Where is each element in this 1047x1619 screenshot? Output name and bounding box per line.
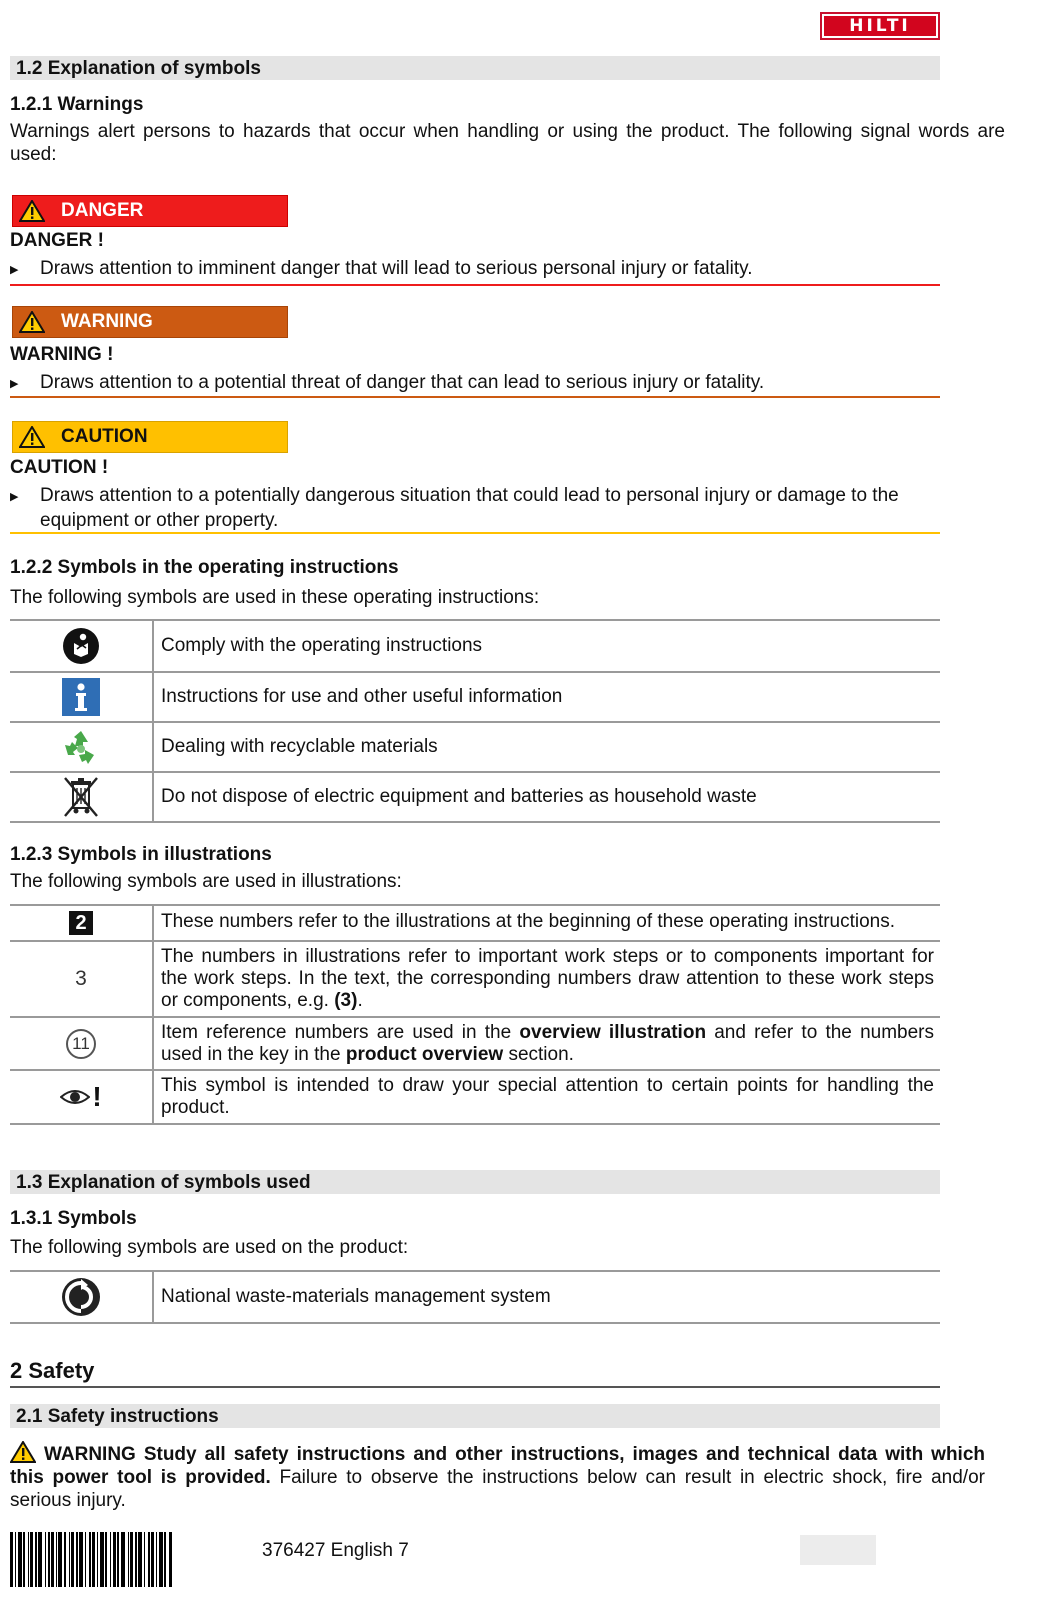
caution-badge-label: CAUTION bbox=[61, 426, 148, 447]
heading-1-2-2: 1.2.2 Symbols in the operating instructions bbox=[10, 557, 399, 578]
caution-text-line2: equipment or other property. bbox=[40, 510, 279, 531]
caution-description bbox=[10, 483, 940, 533]
item-reference-symbol bbox=[10, 1018, 154, 1069]
table-row bbox=[10, 773, 940, 823]
table-row bbox=[10, 723, 940, 773]
step-example-number: (3) bbox=[334, 990, 358, 1011]
green-dot-icon bbox=[10, 1272, 154, 1322]
table-row bbox=[10, 942, 940, 1018]
product-symbols-table bbox=[10, 1270, 940, 1324]
section-title-1-3: 1.3 Explanation of symbols used bbox=[10, 1170, 940, 1194]
brand-logo bbox=[820, 12, 940, 40]
section-title-2-1: 2.1 Safety instructions bbox=[10, 1404, 940, 1428]
table-row bbox=[10, 906, 940, 942]
footer-grey-box bbox=[800, 1535, 876, 1565]
step-text-a: The numbers in illustrations refer to important work steps or to components important for the work steps. In the text, the corresponding numbers draw attention to these work steps or components, e.g. bbox=[161, 946, 934, 1011]
danger-badge-label: DANGER bbox=[61, 200, 144, 221]
bullet-arrow-icon: ▶ bbox=[10, 378, 19, 390]
warning-badge-label: WARNING bbox=[61, 311, 153, 332]
caution-signal-word: CAUTION ! bbox=[10, 457, 109, 478]
danger-text: Draws attention to imminent danger that will lead to serious personal injury or fatality. bbox=[40, 258, 753, 279]
attention-eye-icon bbox=[10, 1071, 154, 1123]
step-number-value: 3 bbox=[75, 967, 87, 990]
safety-warning-paragraph bbox=[10, 1441, 985, 1512]
operating-symbols-table bbox=[10, 619, 940, 823]
item-ref-text-2: and refer to the numbers used in the key in the bbox=[161, 1022, 934, 1065]
illustration-number-value: 2 bbox=[69, 911, 93, 935]
warnings-intro: Warnings alert persons to hazards that occur when handling or using the product. The following signal words are used: bbox=[10, 121, 1005, 165]
warning-triangle-icon bbox=[19, 200, 45, 222]
danger-divider bbox=[10, 284, 940, 286]
caution-badge bbox=[12, 421, 288, 453]
page-footer: 376427 English 7 bbox=[262, 1540, 409, 1561]
warning-triangle-icon bbox=[10, 1441, 36, 1463]
step-text-b: . bbox=[357, 990, 363, 1011]
danger-signal-word: DANGER ! bbox=[10, 230, 104, 251]
item-ref-text-3: section. bbox=[503, 1044, 574, 1065]
caution-text bbox=[40, 483, 899, 533]
safety-warning-text: Failure to observe the instructions below can result in electric shock, fire and/or serious injury. bbox=[10, 1467, 985, 1511]
brand-logo-text: HILTI bbox=[824, 16, 936, 36]
warning-triangle-icon bbox=[19, 311, 45, 333]
barcode bbox=[10, 1532, 234, 1587]
table-cell-text bbox=[154, 942, 940, 1016]
step-number-symbol bbox=[10, 942, 154, 1016]
warning-description bbox=[10, 370, 940, 397]
warning-signal-word: WARNING ! bbox=[10, 344, 114, 365]
table-cell-text: These numbers refer to the illustrations at the beginning of these operating instructions. bbox=[161, 911, 896, 932]
info-icon bbox=[10, 673, 154, 721]
item-reference-value: 11 bbox=[66, 1029, 96, 1059]
warning-badge bbox=[12, 306, 288, 338]
caution-divider bbox=[10, 532, 940, 534]
table-cell-text: National waste-materials management system bbox=[161, 1286, 551, 1307]
illustration-symbols-table bbox=[10, 904, 940, 1125]
safety-heading-rule bbox=[10, 1386, 940, 1388]
table-row bbox=[10, 1272, 940, 1324]
read-manual-icon bbox=[10, 621, 154, 671]
heading-1-3-1: 1.3.1 Symbols bbox=[10, 1208, 137, 1229]
caution-text-line1: Draws attention to a potentially dangerous situation that could lead to personal injury or damage to the bbox=[40, 485, 899, 506]
illustration-number-symbol bbox=[10, 906, 154, 940]
table-cell-text: Do not dispose of electric equipment and batteries as household waste bbox=[161, 786, 757, 807]
table-row bbox=[10, 1071, 940, 1125]
section-title-1-2: 1.2 Explanation of symbols bbox=[10, 56, 940, 80]
heading-1-2-1: 1.2.1 Warnings bbox=[10, 94, 144, 115]
warning-triangle-icon bbox=[19, 426, 45, 448]
danger-badge bbox=[12, 195, 288, 227]
table-cell-text bbox=[154, 1018, 940, 1069]
table-cell-text: This symbol is intended to draw your special attention to certain points for handling the product. bbox=[161, 1075, 934, 1118]
danger-description bbox=[10, 256, 940, 283]
operating-symbols-intro: The following symbols are used in these operating instructions: bbox=[10, 587, 540, 608]
illustration-symbols-intro: The following symbols are used in illustrations: bbox=[10, 871, 402, 892]
item-ref-text-1: Item reference numbers are used in the bbox=[161, 1022, 520, 1043]
warning-text: Draws attention to a potential threat of danger that can lead to serious injury or fatality. bbox=[40, 372, 765, 393]
bullet-arrow-icon: ▶ bbox=[10, 491, 19, 503]
table-row bbox=[10, 621, 940, 673]
table-cell-text: Instructions for use and other useful information bbox=[161, 686, 563, 707]
safety-warning-lead: WARNING Study all safety instructions and other instructions, images and technical data with which this power tool is provided. bbox=[10, 1444, 986, 1488]
product-symbols-intro: The following symbols are used on the product: bbox=[10, 1237, 409, 1258]
heading-2-safety: 2 Safety bbox=[10, 1358, 95, 1383]
warning-divider bbox=[10, 396, 940, 398]
table-row bbox=[10, 1018, 940, 1071]
heading-1-2-3: 1.2.3 Symbols in illustrations bbox=[10, 844, 272, 865]
table-cell-text: Comply with the operating instructions bbox=[161, 635, 483, 656]
recycle-icon bbox=[10, 723, 154, 771]
attention-mark: ! bbox=[92, 1081, 102, 1112]
crossed-bin-icon bbox=[10, 773, 154, 821]
item-ref-bold-2: product overview bbox=[345, 1044, 504, 1065]
bullet-arrow-icon: ▶ bbox=[10, 264, 19, 276]
table-row bbox=[10, 673, 940, 723]
item-ref-bold-1: overview illustration bbox=[519, 1022, 707, 1043]
table-cell-text: Dealing with recyclable materials bbox=[161, 736, 438, 757]
